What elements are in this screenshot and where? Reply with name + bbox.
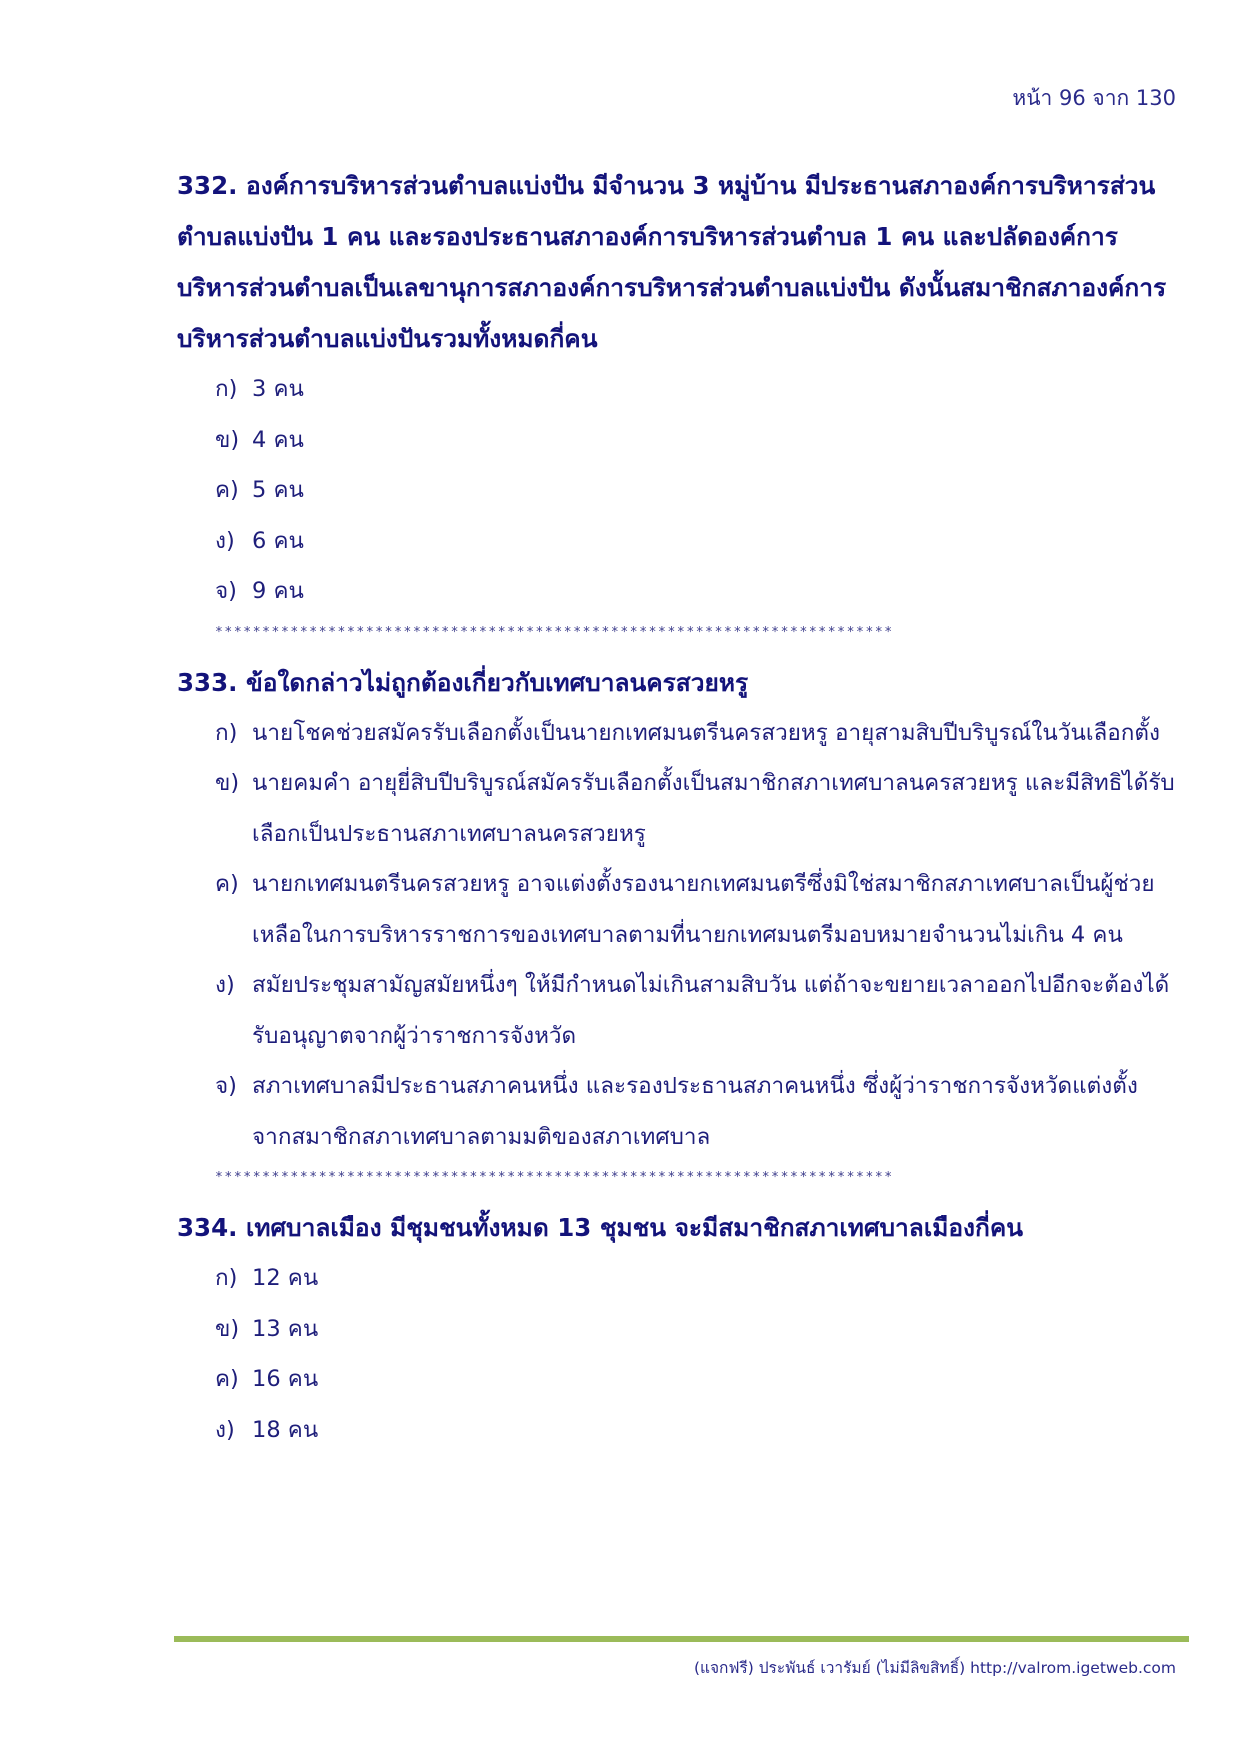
option-list xyxy=(177,1253,1177,1455)
option-letter: ค) xyxy=(215,1366,239,1392)
option xyxy=(177,1405,1177,1456)
option xyxy=(177,465,1177,516)
option xyxy=(177,566,1177,617)
option-text: 16 คน xyxy=(252,1366,319,1392)
option xyxy=(177,415,1177,466)
option xyxy=(177,859,1177,960)
option-text: 13 คน xyxy=(252,1315,319,1342)
option-text: 9 คน xyxy=(252,578,304,604)
option xyxy=(177,1304,1177,1355)
page-number: หน้า 96 จาก 130 xyxy=(1012,86,1176,110)
option-text: 18 คน xyxy=(252,1416,319,1443)
option xyxy=(177,1253,1177,1304)
option-letter: ก) xyxy=(215,376,238,402)
option-letter: ข) xyxy=(215,1315,240,1342)
option-letter: ก) xyxy=(215,1265,238,1291)
question-text: 333. ข้อใดกล่าวไม่ถูกต้องเกี่ยวกับเทศบาลนครสวยหรู xyxy=(177,667,749,697)
option xyxy=(177,758,1177,859)
question-text: 332. องค์การบริหารส่วนตำบลแบ่งปัน มีจำนวน 3 หมู่บ้าน มีประธานสภาองค์การบริหารส่วนตำบลแบ่งปัน 1 คน และรองประธานสภาองค์การบริหารส่วนตำบล 1 คน และปลัดองค์การบริหารส่วนตำบลเป็นเลขานุการสภาองค์การบริหารส่วนตำบลแบ่งปัน ดังนั้นสมาชิกสภาองค์การบริหารส่วนตำบลแบ่งปันรวมทั้งหมดกี่คน xyxy=(177,171,1167,353)
option xyxy=(177,960,1177,1061)
option-letter: ข) xyxy=(215,770,240,796)
option-text: สมัยประชุมสามัญสมัยหนึ่งๆ ให้มีกำหนดไม่เกินสามสิบวัน แต่ถ้าจะขยายเวลาออกไปอีกจะต้องได้รับอนุญาตจากผู้ว่าราชการจังหวัด xyxy=(252,972,1170,1049)
footer-credit: (แจกฟรี) ประพันธ์ เวารัมย์ (ไม่มีลิขสิทธิ์) http://valrom.igetweb.com xyxy=(693,1659,1176,1677)
option-letter: ค) xyxy=(215,871,239,897)
footer-divider xyxy=(174,1636,1189,1642)
option-text: 3 คน xyxy=(252,376,304,402)
option-letter: ค) xyxy=(215,477,239,503)
option xyxy=(177,516,1177,567)
question-text: 334. เทศบาลเมือง มีชุมชนทั้งหมด 13 ชุมชน จะมีสมาชิกสภาเทศบาลเมืองกี่คน xyxy=(177,1213,1023,1242)
question-333 xyxy=(177,657,1177,1163)
option-text: 6 คน xyxy=(252,527,304,554)
option-text: 4 คน xyxy=(252,426,304,453)
option-text: นายโชคช่วยสมัครรับเลือกตั้งเป็นนายกเทศมนตรีนครสวยหรู อายุสามสิบปีบริบูรณ์ในวันเลือกตั้ง xyxy=(252,719,1161,746)
option-list xyxy=(177,708,1177,1163)
option-text: 5 คน xyxy=(252,477,304,503)
option-text: สภาเทศบาลมีประธานสภาคนหนึ่ง และรองประธานสภาคนหนึ่ง ซึ่งผู้ว่าราชการจังหวัดแต่งตั้งจากสมาชิกสภาเทศบาลตามมติของสภาเทศบาล xyxy=(252,1073,1138,1150)
question-334 xyxy=(177,1202,1177,1455)
option-letter: จ) xyxy=(215,578,237,604)
option-letter: ข) xyxy=(215,426,240,453)
option xyxy=(177,708,1177,759)
option xyxy=(177,1061,1177,1162)
option-letter: จ) xyxy=(215,1073,237,1099)
option-text: 12 คน xyxy=(252,1265,319,1291)
option-text: นายกเทศมนตรีนครสวยหรู อาจแต่งตั้งรองนายกเทศมนตรีซึ่งมิใช่สมาชิกสภาเทศบาลเป็นผู้ช่วยเหลือในการบริหารราชการของเทศบาลตามที่นายกเทศมนตรีมอบหมายจำนวนไม่เกิน 4 คน xyxy=(252,871,1155,948)
option xyxy=(177,1354,1177,1405)
asterisk-divider: ************************************************************************ xyxy=(215,624,894,640)
option-text: นายคมคำ อายุยี่สิบปีบริบูรณ์สมัครรับเลือกตั้งเป็นสมาชิกสภาเทศบาลนครสวยหรู และมีสิทธิได้รับเลือกเป็นประธานสภาเทศบาลนครสวยหรู xyxy=(252,770,1175,847)
option-letter: ง) xyxy=(215,527,235,554)
exam-content xyxy=(177,160,1177,1455)
question-332 xyxy=(177,160,1177,617)
asterisk-divider: ************************************************************************ xyxy=(215,1170,894,1185)
option-letter: ง) xyxy=(215,1416,235,1443)
option-letter: ก) xyxy=(215,719,238,746)
option-list xyxy=(177,364,1177,617)
option xyxy=(177,364,1177,415)
option-letter: ง) xyxy=(215,972,235,998)
